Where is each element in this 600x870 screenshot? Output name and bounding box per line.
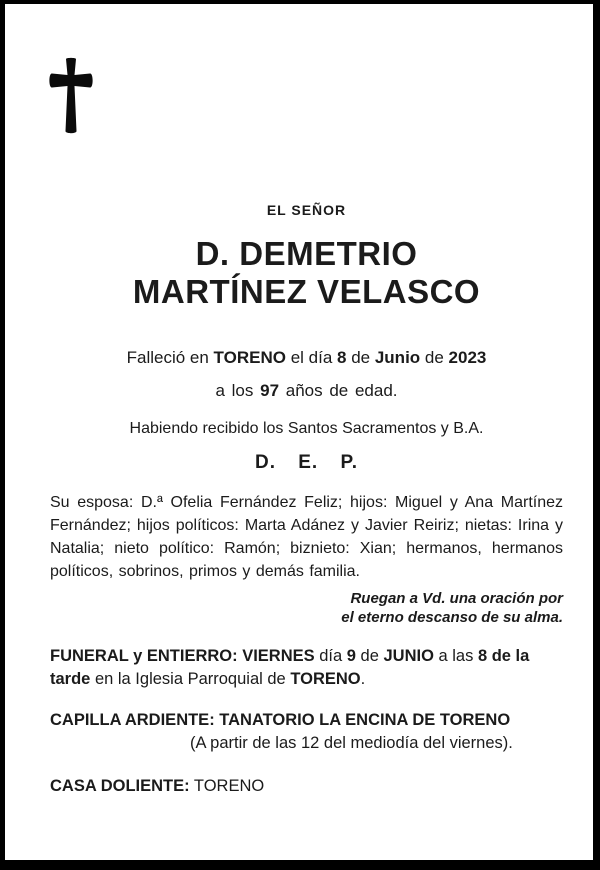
age-line: a los 97 años de edad.	[215, 381, 398, 400]
prayer-line1: Ruegan a Vd. una oración por	[350, 590, 563, 607]
sacraments-line: Habiendo recibido los Santos Sacramentos y B.A.	[129, 420, 484, 437]
family-paragraph: Su esposa: D.ª Ofelia Fernández Feliz; hijos: Miguel y Ana Martínez Fernández; hijos políticos: Marta Adánez y Javier Reiriz; nietas: Irina y Natalia; nieto político: Ramón; biznieto: Xian; hermanos, hermanos políticos, sobrinos, primos y demás familia.	[50, 494, 563, 580]
latin-cross-icon	[49, 57, 93, 135]
honorific-header: EL SEÑOR	[266, 202, 347, 218]
dep-abbreviation: D. E. P.	[254, 452, 358, 473]
death-date-line: Falleció en TORENO el día 8 de Junio de 2023	[126, 348, 487, 367]
deceased-name-line2: MARTÍNEZ VELASCO	[132, 273, 481, 310]
mourning-house-line: CASA DOLIENTE: TORENO	[50, 777, 265, 795]
funeral-details-line: FUNERAL y ENTIERRO: VIERNES día 9 de JUNIO a las 8 de la tarde en la Iglesia Parroquial de TORENO.	[50, 647, 530, 688]
deceased-name	[50, 235, 563, 311]
prayer-request	[50, 589, 563, 627]
notice-body	[50, 202, 563, 796]
wake-chapel-line: CAPILLA ARDIENTE: TANATORIO LA ENCINA DE TORENO	[50, 711, 511, 729]
wake-chapel-section	[50, 709, 563, 755]
deceased-name-line1: D. DEMETRIO	[195, 235, 418, 272]
wake-chapel-time-line: (A partir de las 12 del mediodía del viernes).	[190, 734, 513, 752]
prayer-line2: el eterno descanso de su alma.	[341, 609, 563, 626]
